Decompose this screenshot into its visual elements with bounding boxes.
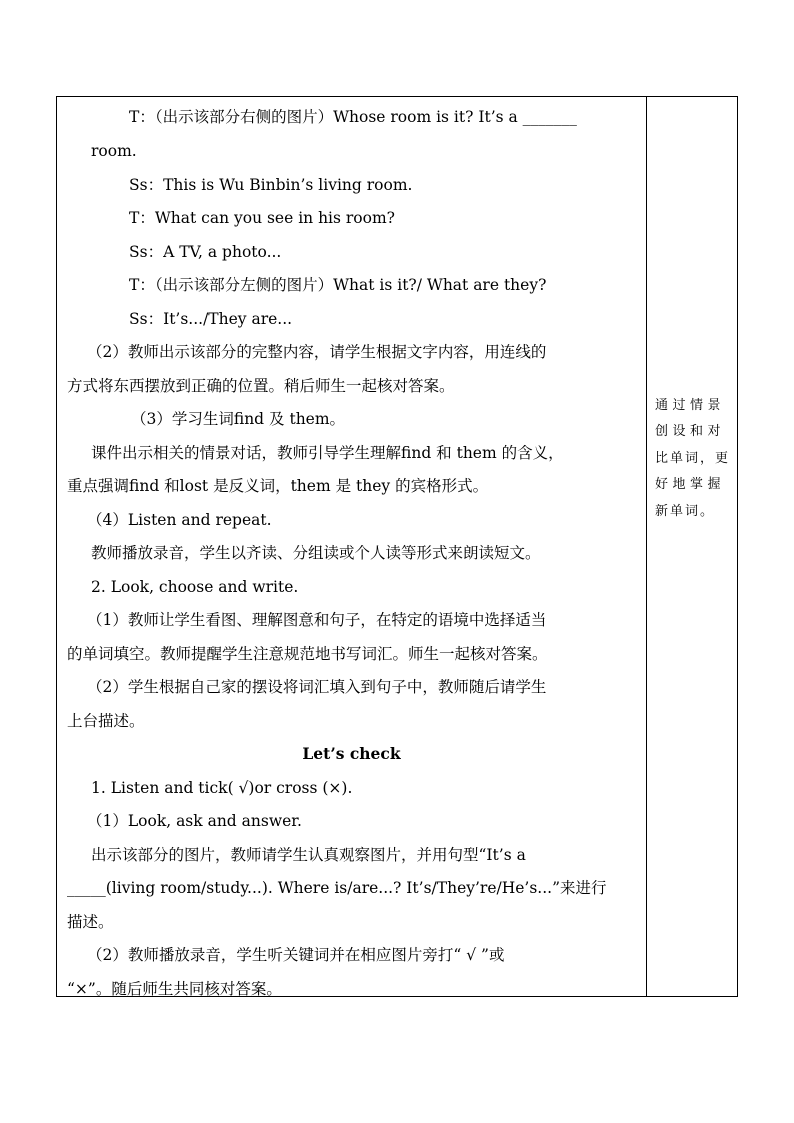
text-line: （2）学生根据自己家的摆设将词汇填入到句子中，教师随后请学生 [87, 678, 547, 696]
text-line: _____(living room/study...). Where is/are...? It’s/They’re/He’s...”来进行 [67, 879, 607, 897]
text-line: （2）教师出示该部分的完整内容，请学生根据文字内容，用连线的 [87, 343, 547, 361]
intent-line: 比单词，更 [655, 451, 731, 466]
intent-line: 通过情景 [655, 398, 726, 413]
text-line: 方式将东西摆放到正确的位置。稍后师生一起核对答案。 [67, 377, 455, 395]
intent-line: 创设和对 [655, 424, 726, 439]
text-line: 描述。 [67, 913, 114, 931]
text-line: T：What can you see in his room? [129, 209, 395, 227]
text-line: Ss：This is Wu Binbin’s living room. [129, 176, 413, 194]
lesson-plan-table [56, 96, 738, 997]
text-line: （1）教师让学生看图、理解图意和句子，在特定的语境中选择适当 [87, 611, 547, 629]
section-heading: Let’s check [302, 744, 401, 763]
text-line: 重点强调find 和lost 是反义词，them 是 they 的宾格形式。 [67, 477, 489, 495]
text-line: （4）Listen and repeat. [87, 511, 272, 529]
design-intent-cell [647, 97, 738, 996]
text-line: 2. Look, choose and write. [91, 578, 299, 596]
text-line: 出示该部分的图片，教师请学生认真观察图片，并用句型“It’s a [91, 846, 526, 864]
text-line: （3）学习生词find 及 them。 [131, 410, 346, 428]
intent-line: 好地掌握 [655, 477, 726, 492]
text-line: 的单词填空。教师提醒学生注意规范地书写词汇。师生一起核对答案。 [67, 645, 548, 663]
text-line: 课件出示相关的情景对话，教师引导学生理解find 和 them 的含义， [91, 444, 564, 462]
text-line: 教师播放录音，学生以齐读、分组读或个人读等形式来朗读短文。 [91, 544, 541, 562]
text-line: “×”。随后师生共同核对答案。 [67, 980, 282, 998]
text-line: 1. Listen and tick( √)or cross (×). [91, 779, 353, 797]
teaching-process-cell [57, 97, 646, 996]
text-line: 上台描述。 [67, 712, 145, 730]
text-line: T：（出示该部分左侧的图片）What is it?/ What are they? [129, 276, 547, 294]
text-line: Ss：It’s.../They are... [129, 310, 293, 328]
text-line: room. [91, 142, 137, 160]
intent-line: 新单词。 [655, 504, 716, 519]
text-line: Ss：A TV, a photo... [129, 243, 282, 261]
text-line: T：（出示该部分右侧的图片）Whose room is it? It’s a _______ [129, 108, 577, 126]
text-line: （1）Look, ask and answer. [87, 812, 302, 830]
text-line: （2）教师播放录音，学生听关键词并在相应图片旁打“ √ ”或 [87, 946, 505, 964]
